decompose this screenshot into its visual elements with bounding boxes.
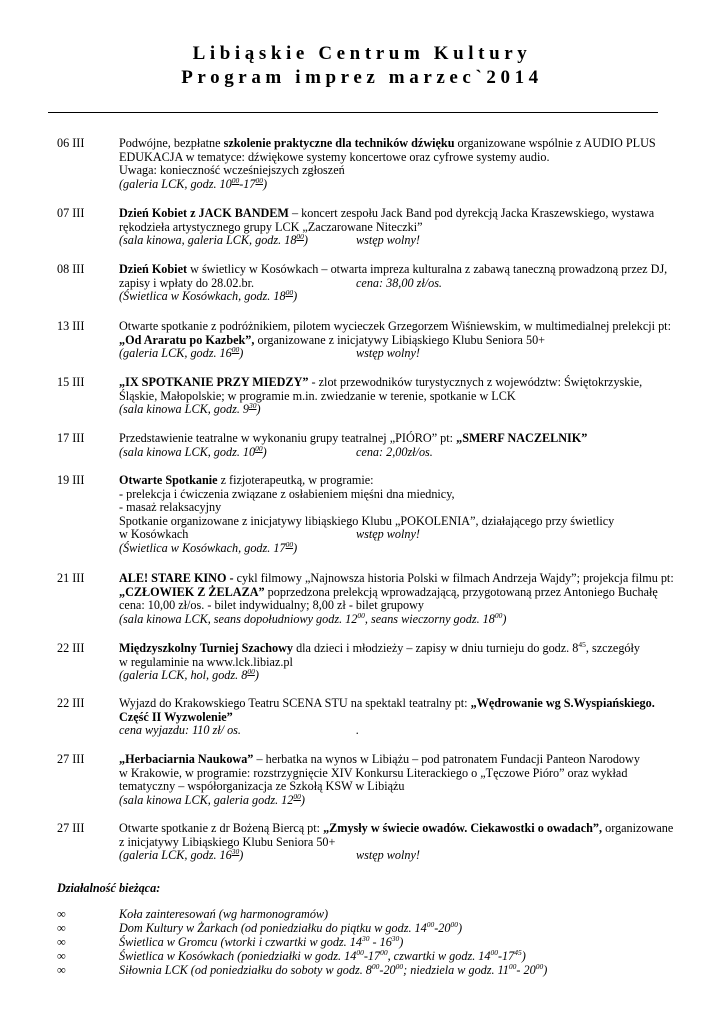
event-text: organizowane wspólnie z AUDIO PLUS [454, 136, 656, 150]
event-venue: (galeria LCK, godz. $16^{30}$) wstęp wolny! [119, 847, 420, 862]
event-venue: (galeria LCK, godz. $10^{00}-17^{00}$) [119, 175, 268, 191]
event-text: z inicjatywy Libiąskiego Klubu Seniora 50+ [119, 834, 336, 849]
event-text: z fizjoterapeutką, w programie: [217, 473, 374, 487]
event-highlight: ALE! STARE KINO - [119, 571, 234, 585]
event-venue: (sala kinowa LCK, godz. $9^{30}$) [119, 401, 261, 416]
event-text: Wyjazd do Krakowskiego Teatru SCENA STU na spektakl teatralny pt: [119, 696, 471, 710]
event-price: cena: 2,00zł/os. [356, 444, 433, 459]
event-text: – herbatka na wynos w Libiążu – pod patronatem Fundacji Panteon Narodowy [253, 752, 640, 766]
event-price: cena wyjazdu: 110 zł/ os. . [119, 723, 360, 737]
event-date: 15 III [57, 375, 85, 389]
event-venue: (Świetlica w Kosówkach, godz. $18^{00}$) [119, 288, 298, 303]
event-price: wstęp wolny! [356, 527, 420, 541]
list-item-text: Siłownia LCK (od poniedziałku do soboty w godz. $8^{00}-20^{00}$; niedziela w godz. $11^{00}-$ $20^{00}$) [119, 961, 548, 977]
event-text: organizowane [602, 821, 674, 835]
event-body [119, 697, 679, 738]
event-text: dla dzieci i młodzieży – zapisy w dniu turnieju do godz. 8 [293, 641, 579, 655]
event-text: - zlot przewodników turystycznych z województw: Świętokrzyskie, [308, 375, 643, 389]
event-text: Spotkanie organizowane z inicjatywy libiąskiego Klubu „POKOLENIA”, działającego przy świetlicy [119, 513, 615, 528]
event-text: Podwójne, bezpłatne [119, 136, 224, 150]
event-text: organizowane z inicjatywy Libiąskiego Klubu Seniora 50+ [254, 332, 546, 347]
event-highlight: Międzyszkolny Turniej Szachowy [119, 641, 294, 655]
event-highlight: „IX SPOTKANIE PRZY MIEDZY” [119, 375, 309, 389]
event-price: wstęp wolny! [356, 346, 420, 360]
list-item-text: Dom Kultury w Żarkach (od poniedziałku do piątku w godz. $14^{00}-20^{00}$) [119, 919, 463, 935]
event-highlight: Otwarte Spotkanie [119, 473, 218, 487]
document-subtitle: Program imprez marzec`2014 [181, 67, 543, 88]
event-price: cena: 10,00 zł/os. - bilet indywidualny; 8,00 zł - bilet grupowy [119, 598, 424, 612]
event-highlight: szkolenie praktyczne dla techników dźwięku [223, 136, 455, 150]
event-dot: . [356, 723, 360, 737]
event-text: Otwarte spotkanie z dr Bożeną Biercą pt: [119, 821, 324, 835]
section-heading: Działalność bieżąca: [57, 881, 161, 895]
event-link-text: w regulaminie na www.lck.libiaz.pl [119, 654, 293, 669]
event-text: cykl filmowy „Najnowsza historia Polski w filmach Andrzeja Wajdy”; projekcja filmu pt: [233, 571, 674, 585]
event-highlight: „SMERF NACZELNIK” [456, 431, 588, 445]
event-highlight: Dzień Kobiet z JACK BANDEM [119, 206, 289, 220]
event-text: - prelekcja i ćwiczenia związane z osłabieniem mięśni dna miednicy, [119, 486, 455, 501]
event-highlight: Część II Wyzwolenie” [119, 709, 233, 724]
event-text: Śląskie, Małopolskie; w programie m.in. zwiedzanie w terenie, spotkanie w LCK [119, 388, 516, 403]
event-text: w świetlicy w Kosówkach – otwarta impreza kulturalna z zabawą taneczną prowadzoną przez DJ, [187, 262, 668, 276]
event-body [119, 207, 679, 248]
event-price: wstęp wolny! [356, 233, 420, 247]
infinity-bullet-icon: ∞ [57, 948, 66, 963]
event-venue: (galeria LCK, hol, godz. $8^{00}$) [119, 667, 259, 682]
event-body [119, 376, 679, 417]
header-divider [48, 112, 658, 113]
event-text: tematyczny – współorganizacja ze Szkołą KSW w Libiążu [119, 779, 405, 793]
event-date: 22 III [57, 696, 85, 710]
event-date: 19 III [57, 473, 85, 487]
event-date: 08 III [57, 262, 85, 276]
event-date: 22 III [57, 641, 85, 655]
infinity-bullet-icon: ∞ [57, 962, 66, 977]
event-body [119, 753, 679, 807]
event-highlight: „Od Araratu po Kazbek”, [119, 332, 255, 347]
event-text: - masaż relaksacyjny [119, 500, 222, 514]
list-item-text: Koła zainteresowań (wg harmonogramów) [119, 907, 329, 921]
event-venue: (sala kinowa, galeria LCK, godz. $18^{00}$) wstęp wolny! [119, 232, 420, 247]
event-venue: (galeria LCK, godz. $16^{00}$) wstęp wolny! [119, 345, 420, 360]
event-highlight: „CZŁOWIEK Z ŻELAZA” [119, 584, 265, 599]
event-body [119, 474, 679, 555]
event-date: 27 III [57, 821, 85, 835]
event-note: Uwaga: konieczność wcześniejszych zgłoszeń [119, 163, 345, 177]
list-item-text: Świetlica w Gromcu (wtorki i czwartki w godz. $14^{30} - 16^{30}$) [119, 933, 404, 949]
event-body [119, 263, 679, 304]
event-text: w Krakowie, w programie: rozstrzygnięcie XIV Konkursu Literackiego o „Tęczowe Pióro” oraz wykład [119, 765, 628, 780]
event-highlight: „Herbaciarnia Naukowa” [119, 752, 254, 766]
event-venue: (Świetlica w Kosówkach, godz. $17^{00}$) [119, 539, 298, 555]
event-date: 17 III [57, 431, 85, 445]
event-date: 07 III [57, 206, 85, 220]
event-venue: (sala kinowa LCK, godz. $10^{00}$) cena: 2,00zł/os. [119, 443, 433, 459]
event-highlight: „Wędrowanie wg S.Wyspiańskiego. [470, 696, 655, 710]
event-text: w Kosówkach wstęp wolny! [119, 527, 420, 541]
event-venue: (sala kinowa LCK, galeria godz. $12^{00}$) [119, 791, 305, 807]
event-text: EDUKACJA w tematyce: dźwiękowe systemy koncertowe oraz cyfrowe systemy audio. [119, 149, 550, 164]
event-date: 13 III [57, 319, 85, 333]
event-venue: (sala kinowa LCK, seans dopołudniowy godz. $12^{00}$, seans wieczorny godz. $18^{00}$) [119, 610, 507, 626]
list-item-text: Świetlica w Kosówkach (poniedziałki w godz. $14^{00}-17^{00}$, czwartki w godz. $14^{00}-17^{45}$) [119, 947, 526, 963]
event-body [119, 432, 679, 459]
infinity-bullet-icon: ∞ [57, 920, 66, 935]
event-body [119, 822, 679, 863]
event-body: Międzyszkolny Turniej Szachowy dla dzieci i młodzieży – zapisy w dniu turnieju do godz. $8^{45}$, szczegóły w regulaminie na www.lck.libiaz.pl (galeria LCK, hol, godz. $8^{00}$) [119, 642, 679, 683]
event-price: cena: 38,00 zł/os. [356, 275, 442, 290]
infinity-bullet-icon: ∞ [57, 907, 66, 921]
event-text: Przedstawienie teatralne w wykonaniu grupy teatralnej „PIÓRO” pt: [119, 431, 457, 445]
event-text: – koncert zespołu Jack Band pod dyrekcją Jacka Kraszewskiego, wystawa [288, 206, 655, 220]
event-body [119, 572, 679, 626]
event-text: zapisy i wpłaty do 28.02.br. cena: 38,00 zł/os. [119, 275, 442, 290]
event-price: wstęp wolny! [356, 848, 420, 862]
event-text: rękodzieła artystycznego grupy LCK „Zaczarowane Niteczki” [119, 219, 423, 234]
infinity-bullet-icon: ∞ [57, 934, 66, 949]
event-date: 21 III [57, 571, 85, 585]
document-title: Libiąskie Centrum Kultury [192, 43, 532, 64]
event-highlight: „Zmysły w świecie owadów. Ciekawostki o owadach”, [323, 821, 603, 835]
event-date: 06 III [57, 136, 85, 150]
event-body [119, 137, 679, 191]
event-text: Otwarte spotkanie z podróżnikiem, pilotem wycieczek Grzegorzem Wiśniewskim, w multimedialnej prelekcji pt: [119, 319, 671, 333]
event-body [119, 320, 679, 361]
event-text: poprzedzona prelekcją wprowadzającą, przygotowaną przez Antoniego Buchałę [264, 584, 658, 599]
event-highlight: Dzień Kobiet [119, 262, 188, 276]
event-date: 27 III [57, 752, 85, 766]
